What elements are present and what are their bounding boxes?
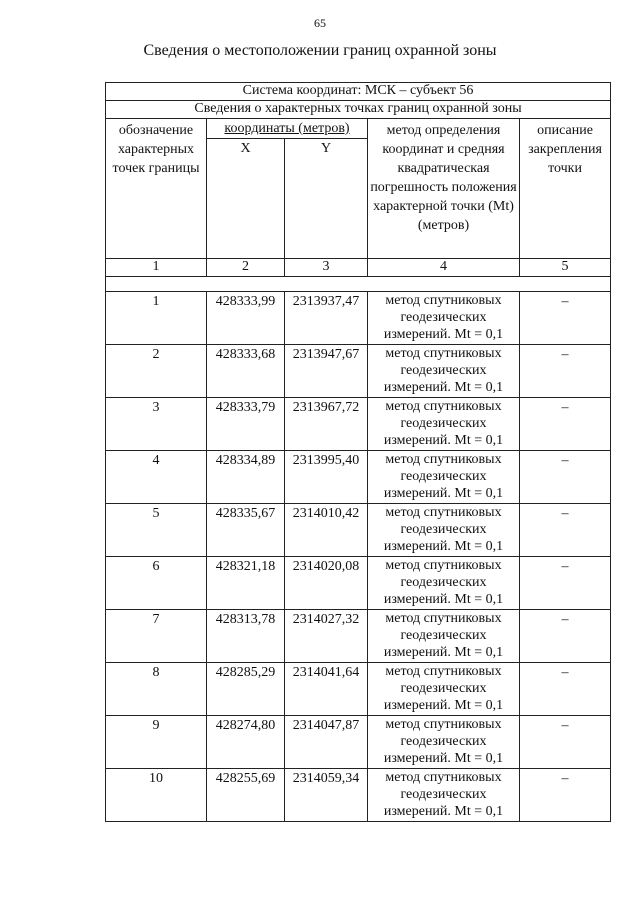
table-row	[106, 663, 611, 716]
point-number-cell: 10	[106, 769, 207, 822]
table-row	[106, 345, 611, 398]
y-coordinate-cell: 2314047,87	[285, 716, 368, 769]
method-cell: метод спутниковых геодезических измерений. Mt = 0,1	[368, 557, 520, 610]
method-cell: метод спутниковых геодезических измерений. Mt = 0,1	[368, 663, 520, 716]
table-row	[106, 716, 611, 769]
y-coordinate-cell: 2313937,47	[285, 292, 368, 345]
document-title: Сведения о местоположении границ охранной зоны	[143, 42, 497, 59]
description-cell: –	[520, 716, 611, 769]
spacer-row	[106, 277, 611, 292]
table-row	[106, 557, 611, 610]
y-coordinate-cell: 2314010,42	[285, 504, 368, 557]
table-row	[106, 504, 611, 557]
x-coordinate-cell: 428333,79	[207, 398, 285, 451]
x-coordinate-cell: 428321,18	[207, 557, 285, 610]
column-number: 1	[106, 259, 207, 277]
x-coordinate-cell: 428333,99	[207, 292, 285, 345]
column-number: 2	[207, 259, 285, 277]
header-description: описание закрепления точки	[520, 119, 611, 259]
table-row	[106, 769, 611, 822]
boundary-points-table	[105, 82, 611, 822]
method-cell: метод спутниковых геодезических измерений. Mt = 0,1	[368, 610, 520, 663]
method-cell: метод спутниковых геодезических измерений. Mt = 0,1	[368, 504, 520, 557]
x-coordinate-cell: 428274,80	[207, 716, 285, 769]
description-cell: –	[520, 663, 611, 716]
column-number: 5	[520, 259, 611, 277]
x-coordinate-cell: 428313,78	[207, 610, 285, 663]
column-number-row	[106, 259, 611, 277]
description-cell: –	[520, 504, 611, 557]
column-number: 4	[368, 259, 520, 277]
header-y: Y	[285, 139, 368, 259]
x-coordinate-cell: 428255,69	[207, 769, 285, 822]
method-cell: метод спутниковых геодезических измерений. Mt = 0,1	[368, 398, 520, 451]
page-number: 65	[314, 16, 326, 30]
description-cell: –	[520, 292, 611, 345]
header-x: X	[207, 139, 285, 259]
point-number-cell: 5	[106, 504, 207, 557]
header-designation: обозначение характерных точек границы	[106, 119, 207, 259]
y-coordinate-cell: 2313947,67	[285, 345, 368, 398]
point-number-cell: 4	[106, 451, 207, 504]
method-cell: метод спутниковых геодезических измерений. Mt = 0,1	[368, 769, 520, 822]
header-coordinates: координаты (метров)	[207, 119, 368, 139]
y-coordinate-cell: 2313967,72	[285, 398, 368, 451]
y-coordinate-cell: 2314059,34	[285, 769, 368, 822]
section-title-cell: Сведения о характерных точках границ охранной зоны	[106, 101, 611, 119]
point-number-cell: 8	[106, 663, 207, 716]
description-cell: –	[520, 610, 611, 663]
table-row	[106, 398, 611, 451]
point-number-cell: 9	[106, 716, 207, 769]
point-number-cell: 3	[106, 398, 207, 451]
point-number-cell: 1	[106, 292, 207, 345]
table-row	[106, 610, 611, 663]
method-cell: метод спутниковых геодезических измерений. Mt = 0,1	[368, 716, 520, 769]
x-coordinate-cell: 428285,29	[207, 663, 285, 716]
point-number-cell: 6	[106, 557, 207, 610]
header-method: метод определения координат и средняя квадратическая погрешность положения характерной точки (Mt) (метров)	[368, 119, 520, 259]
point-number-cell: 2	[106, 345, 207, 398]
y-coordinate-cell: 2314041,64	[285, 663, 368, 716]
x-coordinate-cell: 428333,68	[207, 345, 285, 398]
method-cell: метод спутниковых геодезических измерений. Mt = 0,1	[368, 292, 520, 345]
table-row	[106, 451, 611, 504]
table-row	[106, 292, 611, 345]
description-cell: –	[520, 345, 611, 398]
x-coordinate-cell: 428334,89	[207, 451, 285, 504]
description-cell: –	[520, 398, 611, 451]
method-cell: метод спутниковых геодезических измерений. Mt = 0,1	[368, 451, 520, 504]
x-coordinate-cell: 428335,67	[207, 504, 285, 557]
y-coordinate-cell: 2314020,08	[285, 557, 368, 610]
spacer-cell	[106, 277, 611, 292]
point-number-cell: 7	[106, 610, 207, 663]
column-number: 3	[285, 259, 368, 277]
y-coordinate-cell: 2313995,40	[285, 451, 368, 504]
coordinate-system-cell: Система координат: МСК – субъект 56	[106, 83, 611, 101]
y-coordinate-cell: 2314027,32	[285, 610, 368, 663]
description-cell: –	[520, 451, 611, 504]
description-cell: –	[520, 769, 611, 822]
description-cell: –	[520, 557, 611, 610]
method-cell: метод спутниковых геодезических измерений. Mt = 0,1	[368, 345, 520, 398]
